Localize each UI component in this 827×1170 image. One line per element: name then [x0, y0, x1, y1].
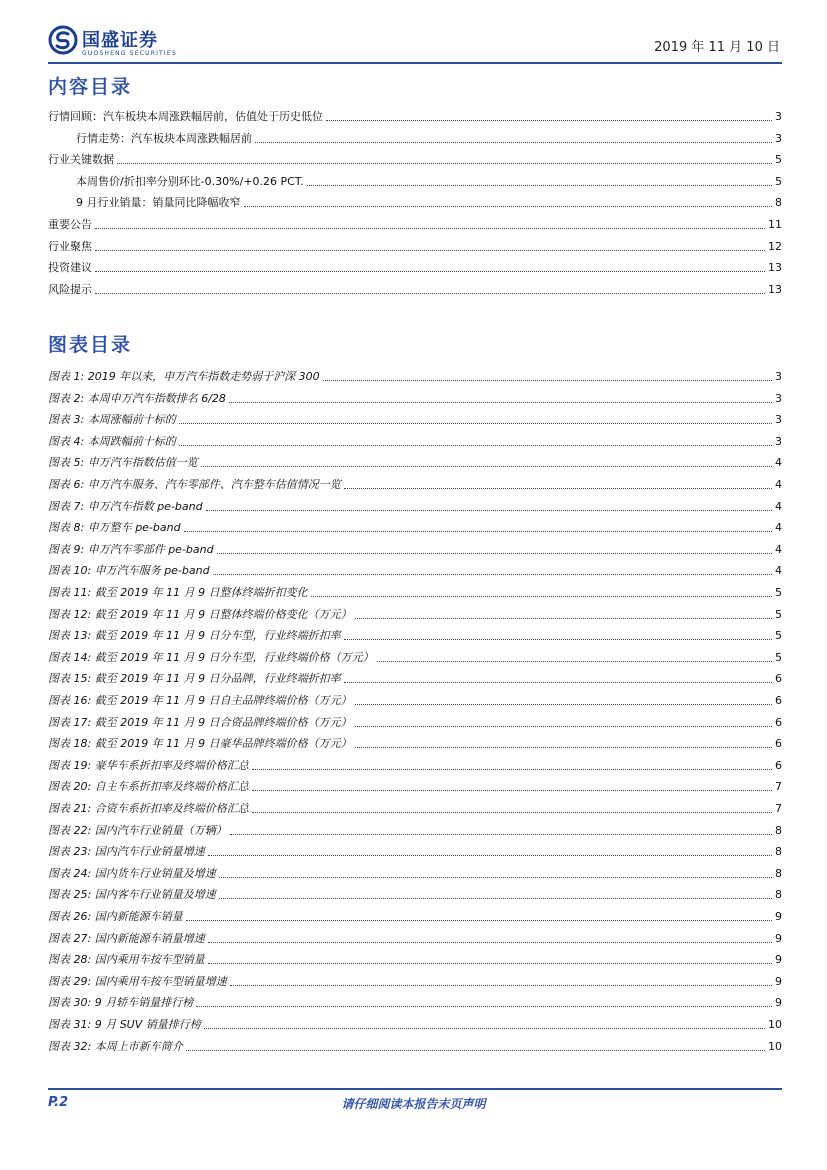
dot-leader [206, 509, 772, 511]
figure-entry-page: 5 [775, 650, 782, 664]
figure-entry-page: 4 [775, 564, 782, 578]
dot-leader [196, 1005, 772, 1007]
figure-entry[interactable] [48, 694, 782, 708]
dot-leader [326, 119, 772, 121]
dot-leader [208, 941, 772, 943]
figure-entry[interactable] [48, 672, 782, 686]
dot-leader [204, 1027, 765, 1029]
toc-entry[interactable] [76, 175, 782, 189]
dot-leader [95, 292, 765, 294]
toc-entry-page: 5 [775, 174, 782, 188]
figure-entry-page: 8 [775, 888, 782, 902]
figure-entry-page: 5 [775, 586, 782, 599]
dot-leader [355, 725, 772, 727]
figure-entry[interactable] [48, 521, 782, 535]
figure-entry-title: 图表 15: 截至 2019 年 11 月 9 日分品牌，行业终端折扣率 [48, 672, 341, 686]
figure-entry-page: 3 [775, 370, 782, 383]
figure-entry-title: 图表 10: 申万汽车服务 pe-band [48, 564, 210, 578]
toc-entry-title: 本周售价/折扣率分别环比-0.30%/+0.26 PCT. [76, 174, 304, 188]
toc-entry-title: 风险提示 [48, 282, 92, 296]
figure-entry[interactable] [48, 867, 782, 881]
dot-leader [184, 530, 772, 532]
page-number: P.2 [48, 1095, 69, 1110]
toc-entry[interactable] [48, 218, 782, 232]
figure-entry[interactable] [48, 608, 782, 622]
figure-entry[interactable] [48, 629, 782, 643]
figure-entry-title: 图表 2: 本周申万汽车指数排名 6/28 [48, 391, 226, 405]
figure-entry-page: 6 [775, 715, 782, 729]
toc-entry-page: 8 [775, 196, 782, 210]
figure-entry[interactable] [48, 888, 782, 902]
figure-entry[interactable] [48, 996, 782, 1010]
figure-entry-title: 图表 29: 国内乘用车按车型销量增速 [48, 974, 227, 988]
toc-entry-title: 行业聚焦 [48, 239, 92, 253]
brand-name-cn: 国盛证券 [82, 30, 158, 51]
toc-entry[interactable] [76, 132, 782, 146]
dot-leader [252, 768, 772, 770]
figure-entry-title: 图表 30: 9 月轿车销量排行榜 [48, 996, 194, 1010]
brand-name-en: GUOSHENG SECURITIES [82, 50, 177, 57]
figure-entry[interactable] [48, 975, 782, 989]
dot-leader [217, 552, 772, 554]
figure-entry-title: 图表 17: 截至 2019 年 11 月 9 日合资品牌终端价格（万元） [48, 715, 352, 729]
figure-entry-title: 图表 24: 国内货车行业销量及增速 [48, 866, 216, 880]
toc-entry[interactable] [48, 240, 782, 254]
figure-entry[interactable] [48, 651, 782, 665]
figure-entry[interactable] [48, 824, 782, 838]
figure-entry[interactable] [48, 370, 782, 384]
figure-entry-page: 9 [775, 996, 782, 1010]
toc-entry[interactable] [48, 261, 782, 275]
figure-entry[interactable] [48, 845, 782, 859]
toc-entry-title: 行情走势：汽车板块本周涨跌幅居前 [76, 131, 252, 145]
figure-entry[interactable] [48, 478, 782, 492]
figure-entry-title: 图表 25: 国内客车行业销量及增速 [48, 888, 216, 902]
figures-title: 图表目录 [48, 334, 133, 356]
figure-entry-page: 4 [775, 542, 782, 556]
page-header [48, 22, 782, 62]
figure-entry-title: 图表 27: 国内新能源车销量增速 [48, 931, 205, 945]
figure-entry-title: 图表 1: 2019 年以来，申万汽车指数走势弱于沪深 300 [48, 370, 320, 383]
dot-leader [186, 1049, 765, 1051]
toc-entry[interactable] [76, 196, 782, 210]
dot-leader [117, 162, 772, 164]
figure-entry-title: 图表 32: 本周上市新车简介 [48, 1039, 183, 1053]
figure-entry[interactable] [48, 759, 782, 773]
figure-entry-page: 10 [768, 1018, 782, 1031]
dot-leader [95, 249, 765, 251]
dot-leader [344, 681, 772, 683]
dot-leader [307, 184, 772, 186]
figure-entry-title: 图表 13: 截至 2019 年 11 月 9 日分车型，行业终端折扣率 [48, 629, 341, 643]
figure-entry-page: 7 [775, 802, 782, 815]
figure-entry[interactable] [48, 716, 782, 730]
footer-disclaimer: 请仔细阅读本报告末页声明 [341, 1097, 486, 1111]
figure-entry[interactable] [48, 543, 782, 557]
brand-logo-icon [48, 25, 78, 55]
dot-leader [208, 962, 772, 964]
toc-entry-title: 行业关键数据 [48, 153, 114, 167]
figure-entry-title: 图表 31: 9 月 SUV 销量排行榜 [48, 1018, 201, 1031]
dot-leader [219, 876, 772, 878]
dot-leader [344, 638, 772, 640]
figure-entry-page: 6 [775, 737, 782, 751]
figure-entry[interactable] [48, 564, 782, 578]
figure-entry-title: 图表 3: 本周涨幅前十标的 [48, 413, 176, 427]
toc-entry-page: 3 [775, 110, 782, 123]
brand-logo [48, 22, 248, 62]
figure-entry-title: 图表 6: 申万汽车服务、汽车零部件、汽车整车估值情况一览 [48, 478, 341, 491]
figure-entry[interactable] [48, 1040, 782, 1054]
figure-entry[interactable] [48, 802, 782, 816]
figure-entry-page: 9 [775, 910, 782, 923]
figure-entry[interactable] [48, 392, 782, 406]
figure-entry-title: 图表 22: 国内汽车行业销量（万辆） [48, 823, 227, 837]
figure-entry-title: 图表 11: 截至 2019 年 11 月 9 日整体终端折扣变化 [48, 586, 308, 599]
figure-entry[interactable] [48, 413, 782, 427]
toc-entry-page: 3 [775, 131, 782, 145]
dot-leader [230, 984, 772, 986]
toc-entry-title: 行情回顾：汽车板块本周涨跌幅居前，估值处于历史低位 [48, 110, 323, 123]
dot-leader [95, 227, 765, 229]
figure-entry-page: 5 [775, 607, 782, 621]
dot-leader [219, 897, 772, 899]
footer-divider [48, 1088, 782, 1090]
figure-entry-page: 8 [775, 866, 782, 880]
toc-entry[interactable] [48, 153, 782, 167]
figure-entry-title: 图表 12: 截至 2019 年 11 月 9 日整体终端价格变化（万元） [48, 607, 352, 621]
figure-entry-title: 图表 9: 申万汽车零部件 pe-band [48, 542, 214, 556]
dot-leader [344, 487, 772, 489]
figure-entry[interactable] [48, 780, 782, 794]
dot-leader [244, 205, 773, 207]
figure-entry[interactable] [48, 953, 782, 967]
figure-entry-page: 9 [775, 953, 782, 967]
dot-leader [255, 141, 772, 143]
figure-entry-page: 6 [775, 758, 782, 772]
header-divider [48, 62, 782, 64]
figure-entry-page: 7 [775, 780, 782, 794]
toc-entry-page: 12 [768, 239, 782, 253]
toc-entry[interactable] [48, 110, 782, 124]
dot-leader [355, 617, 772, 619]
figure-entry-title: 图表 26: 国内新能源车销量 [48, 910, 183, 923]
figure-entry[interactable] [48, 456, 782, 470]
figure-entry-page: 3 [775, 413, 782, 427]
figure-entry-title: 图表 16: 截至 2019 年 11 月 9 日自主品牌终端价格（万元） [48, 694, 352, 707]
figure-entry-title: 图表 23: 国内汽车行业销量增速 [48, 845, 205, 859]
figure-entry-page: 5 [775, 629, 782, 643]
figure-entry-title: 图表 18: 截至 2019 年 11 月 9 日豪华品牌终端价格（万元） [48, 737, 352, 751]
toc-entry-title: 9 月行业销量：销量同比降幅收窄 [76, 196, 241, 210]
figure-entry[interactable] [48, 932, 782, 946]
dot-leader [186, 919, 772, 921]
figure-entry[interactable] [48, 435, 782, 449]
dot-leader [179, 422, 772, 424]
dot-leader [323, 379, 772, 381]
figure-entry[interactable] [48, 1018, 782, 1032]
dot-leader [252, 789, 772, 791]
figure-entry-page: 8 [775, 845, 782, 859]
figure-entry-title: 图表 28: 国内乘用车按车型销量 [48, 953, 205, 967]
toc-entry-page: 13 [768, 261, 782, 275]
figure-entry-page: 4 [775, 499, 782, 513]
dot-leader [311, 595, 772, 597]
dot-leader [213, 573, 772, 575]
dot-leader [179, 444, 772, 446]
figure-entry-page: 9 [775, 931, 782, 945]
figure-entry-title: 图表 19: 豪华车系折扣率及终端价格汇总 [48, 758, 249, 772]
figure-entry-page: 9 [775, 974, 782, 988]
toc-entry-title: 重要公告 [48, 218, 92, 231]
figure-entry[interactable] [48, 737, 782, 751]
figure-entry-title: 图表 8: 申万整车 pe-band [48, 521, 181, 535]
figure-entry-title: 图表 21: 合资车系折扣率及终端价格汇总 [48, 802, 249, 815]
dot-leader [95, 270, 765, 272]
dot-leader [355, 703, 772, 705]
toc-entry-title: 投资建议 [48, 261, 92, 275]
report-date: 2019 年 11 月 10 日 [654, 40, 780, 55]
figure-entry-title: 图表 5: 申万汽车指数估值一览 [48, 456, 198, 470]
dot-leader [252, 811, 772, 813]
figure-entry-page: 10 [768, 1039, 782, 1053]
dot-leader [229, 401, 772, 403]
figure-entry-page: 4 [775, 521, 782, 535]
dot-leader [230, 833, 772, 835]
toc-entry-page: 5 [775, 153, 782, 167]
dot-leader [201, 465, 772, 467]
figure-entry-title: 图表 20: 自主车系折扣率及终端价格汇总 [48, 780, 249, 794]
figure-entry[interactable] [48, 910, 782, 924]
figure-entry-page: 3 [775, 434, 782, 448]
figure-entry-page: 6 [775, 694, 782, 707]
figure-entry-page: 6 [775, 672, 782, 686]
toc-entry-page: 13 [768, 282, 782, 296]
figure-entry-page: 4 [775, 478, 782, 491]
dot-leader [377, 660, 772, 662]
figure-entry-title: 图表 4: 本周跌幅前十标的 [48, 434, 176, 448]
figure-entry-title: 图表 14: 截至 2019 年 11 月 9 日分车型，行业终端价格（万元） [48, 650, 374, 664]
toc-entry-page: 11 [768, 218, 782, 231]
figure-entry-page: 8 [775, 823, 782, 837]
figure-entry[interactable] [48, 586, 782, 600]
dot-leader [355, 746, 772, 748]
dot-leader [208, 854, 772, 856]
figure-entry[interactable] [48, 500, 782, 514]
figure-entry-page: 3 [775, 391, 782, 405]
figure-entry-title: 图表 7: 申万汽车指数 pe-band [48, 499, 203, 513]
toc-title: 内容目录 [48, 76, 133, 98]
toc-entry[interactable] [48, 283, 782, 297]
figure-entry-page: 4 [775, 456, 782, 470]
